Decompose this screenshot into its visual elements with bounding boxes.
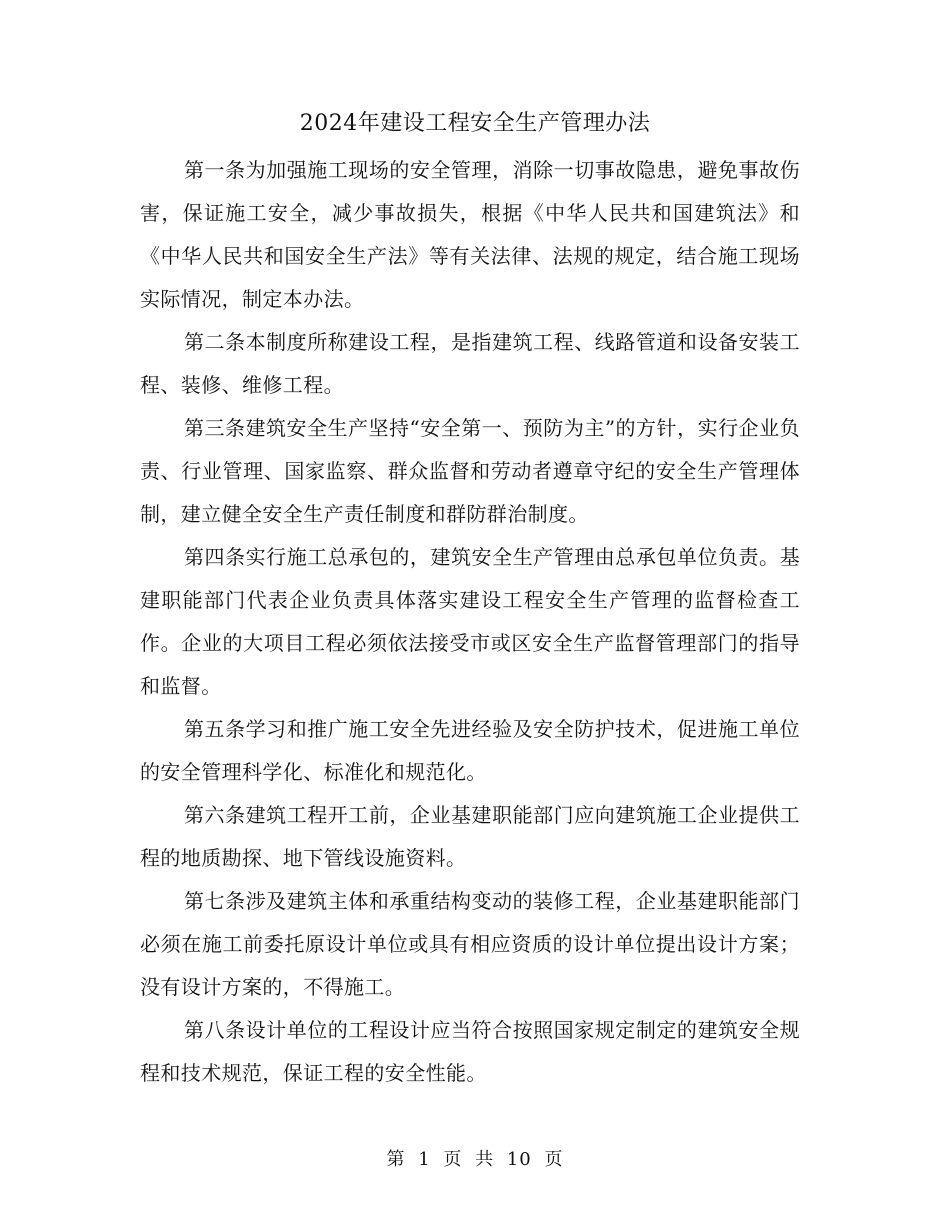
article-6-paragraph: 第六条建筑工程开工前，企业基建职能部门应向建筑施工企业提供工程的地质勘探、地下管线设施资料。 <box>140 803 800 870</box>
document-body <box>140 149 800 1095</box>
article-2-paragraph: 第二条本制度所称建设工程，是指建筑工程、线路管道和设备安装工程、装修、维修工程。 <box>140 330 800 397</box>
article-7-paragraph: 第七条涉及建筑主体和承重结构变动的装修工程，企业基建职能部门必须在施工前委托原设计单位或具有相应资质的设计单位提出设计方案；没有设计方案的，不得施工。 <box>140 889 800 999</box>
document-title: 2024年建设工程安全生产管理办法 <box>299 111 651 136</box>
page-number-footer: 第 1 页 共 10 页 <box>386 1149 564 1170</box>
article-1-paragraph: 第一条为加强施工现场的安全管理，消除一切事故隐患，避免事故伤害，保证施工安全，减少事故损失，根据《中华人民共和国建筑法》和《中华人民共和国安全生产法》等有关法律、法规的规定，结合施工现场实际情况，制定本办法。 <box>140 158 800 311</box>
article-4-paragraph: 第四条实行施工总承包的，建筑安全生产管理由总承包单位负责。基建职能部门代表企业负责具体落实建设工程安全生产管理的监督检查工作。企业的大项目工程必须依法接受市或区安全生产监督管理部门的指导和监督。 <box>140 545 800 698</box>
article-5-paragraph: 第五条学习和推广施工安全先进经验及安全防护技术，促进施工单位的安全管理科学化、标准化和规范化。 <box>140 717 800 784</box>
article-3-paragraph: 第三条建筑安全生产坚持“安全第一、预防为主”的方针，实行企业负责、行业管理、国家监察、群众监督和劳动者遵章守纪的安全生产管理体制，建立健全安全生产责任制度和群防群治制度。 <box>140 416 800 526</box>
article-8-paragraph: 第八条设计单位的工程设计应当符合按照国家规定制定的建筑安全规程和技术规范，保证工程的安全性能。 <box>140 1018 800 1085</box>
